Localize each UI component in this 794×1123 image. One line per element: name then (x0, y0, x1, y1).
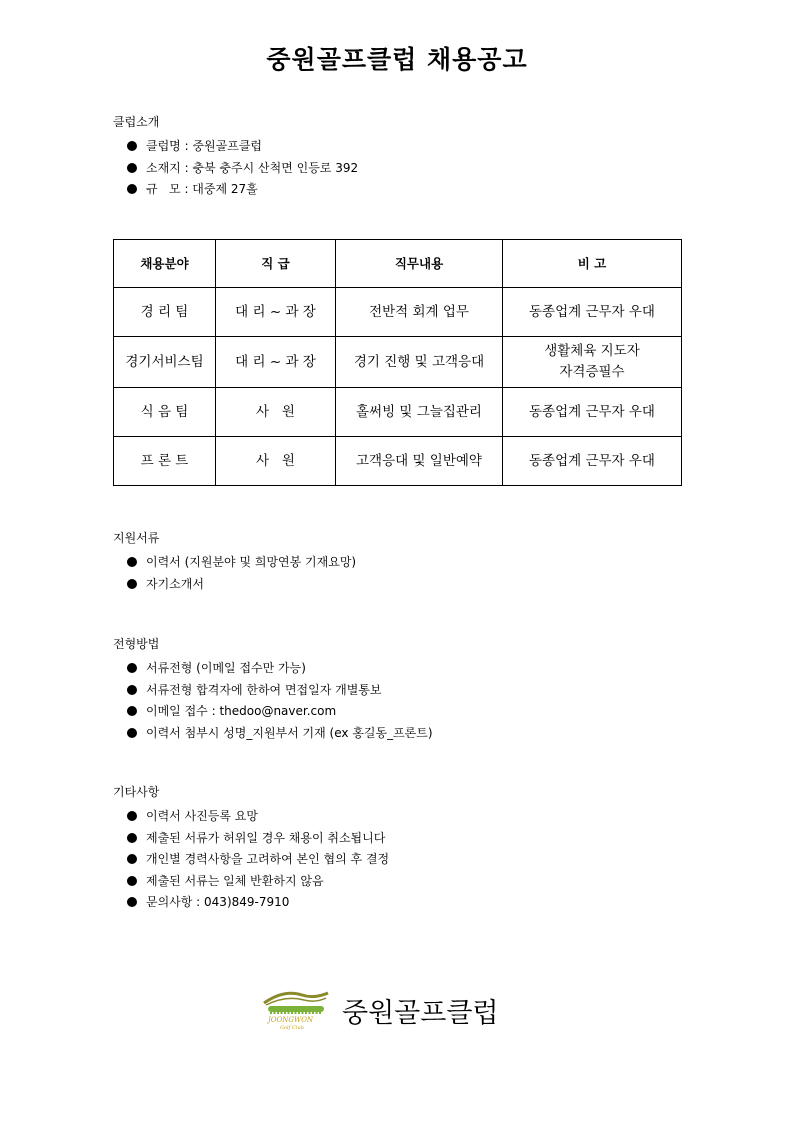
logo-text: JOONGWON (268, 1016, 314, 1024)
table-cell: 경기서비스팀 (114, 337, 216, 388)
misc-heading: 기타사항 (113, 785, 160, 799)
process-section (113, 635, 433, 746)
list-item (127, 576, 356, 598)
bullet-icon (127, 876, 137, 886)
bullet-icon (127, 728, 137, 738)
bullet-icon (127, 184, 137, 194)
footer-logo (262, 985, 552, 1035)
bullet-icon (127, 663, 137, 673)
table-header-row (114, 240, 682, 288)
list-item-text: 클럽명 : 중원골프클럽 (146, 139, 263, 153)
table-cell: 동종업계 근무자 우대 (503, 437, 682, 486)
table-row (114, 437, 682, 486)
table-cell: 대 리 ~ 과 장 (216, 288, 336, 337)
list-item-text: 서류전형 (이메일 접수만 가능) (146, 661, 306, 675)
list-item (127, 873, 389, 895)
list-item-text: 소재지 : 충북 충주시 산척면 인등로 392 (146, 160, 359, 175)
documents-heading: 지원서류 (113, 531, 160, 545)
bullet-icon (127, 833, 137, 843)
page-title: 중원골프클럽 채용공고 (266, 45, 528, 74)
table-cell: 대 리 ~ 과 장 (216, 337, 336, 388)
list-item (127, 554, 356, 576)
bullet-icon (127, 685, 137, 695)
contact-text: 문의사항 : 043)849-7910 (146, 895, 290, 909)
list-item-text: 이력서 사진등록 요망 (146, 809, 258, 823)
list-item-text: 자기소개서 (146, 576, 204, 591)
header-rank: 직 급 (216, 240, 336, 288)
bullet-icon (127, 141, 137, 151)
table-row (114, 337, 682, 388)
process-list (113, 660, 433, 746)
header-field: 채용분야 (114, 240, 216, 288)
bullet-icon (127, 557, 137, 567)
club-intro-section (113, 113, 358, 203)
recruitment-table (113, 239, 682, 486)
list-item (127, 660, 433, 682)
table-cell: 사 원 (216, 437, 336, 486)
table-cell: 홀써빙 및 그늘집관리 (336, 388, 503, 437)
table-cell: 동종업계 근무자 우대 (503, 388, 682, 437)
table-cell: 전반적 회계 업무 (336, 288, 503, 337)
bullet-icon (127, 811, 137, 821)
list-item (127, 808, 389, 830)
club-logo-icon (262, 985, 334, 1031)
table-cell: 식 음 팀 (114, 388, 216, 437)
list-item-text: 개인별 경력사항을 고려하여 본인 협의 후 결정 (146, 852, 390, 866)
table-row (114, 388, 682, 437)
bullet-icon (127, 706, 137, 716)
email-text: 이메일 접수 : thedoo@naver.com (146, 704, 337, 718)
bullet-icon (127, 897, 137, 907)
club-intro-heading: 클럽소개 (113, 115, 160, 129)
list-item (127, 138, 358, 160)
documents-list (113, 554, 356, 597)
bullet-icon (127, 579, 137, 589)
logo-subtext: Golf Club (280, 1025, 304, 1031)
list-item-text: 제출된 서류는 일체 반환하지 않음 (146, 873, 324, 888)
misc-list (113, 808, 389, 916)
table-cell: 경기 진행 및 고객응대 (336, 337, 503, 388)
table-cell: 고객응대 및 일반예약 (336, 437, 503, 486)
club-intro-list (113, 138, 358, 203)
list-item-text: 규 모 : 대중제 27홀 (146, 182, 258, 196)
header-duties: 직무내용 (336, 240, 503, 288)
table-cell: 경 리 팀 (114, 288, 216, 337)
bullet-icon (127, 163, 137, 173)
list-item (127, 894, 389, 916)
process-heading: 전형방법 (113, 637, 160, 651)
list-item-text: 제출된 서류가 허위일 경우 채용이 취소됩니다 (146, 830, 386, 845)
list-item (127, 830, 389, 852)
list-item (127, 181, 358, 203)
list-item (127, 703, 433, 725)
header-remarks: 비 고 (503, 240, 682, 288)
list-item (127, 160, 358, 182)
documents-section (113, 529, 356, 597)
table-cell: 동종업계 근무자 우대 (503, 288, 682, 337)
list-item (127, 682, 433, 704)
table-cell: 생활체육 지도자 자격증필수 (503, 337, 682, 388)
misc-section (113, 783, 389, 916)
list-item-text: 이력서 (지원분야 및 희망연봉 기재요망) (146, 555, 357, 569)
list-item (127, 725, 433, 747)
table-cell: 프 론 트 (114, 437, 216, 486)
list-item-text: 서류전형 합격자에 한하여 면접일자 개별통보 (146, 682, 382, 697)
bullet-icon (127, 854, 137, 864)
table-row (114, 288, 682, 337)
table-cell: 사 원 (216, 388, 336, 437)
footer-club-name: 중원골프클럽 (342, 998, 499, 1029)
list-item (127, 851, 389, 873)
list-item-text: 이력서 첨부시 성명_지원부서 기재 (ex 홍길동_프론트) (146, 725, 433, 740)
